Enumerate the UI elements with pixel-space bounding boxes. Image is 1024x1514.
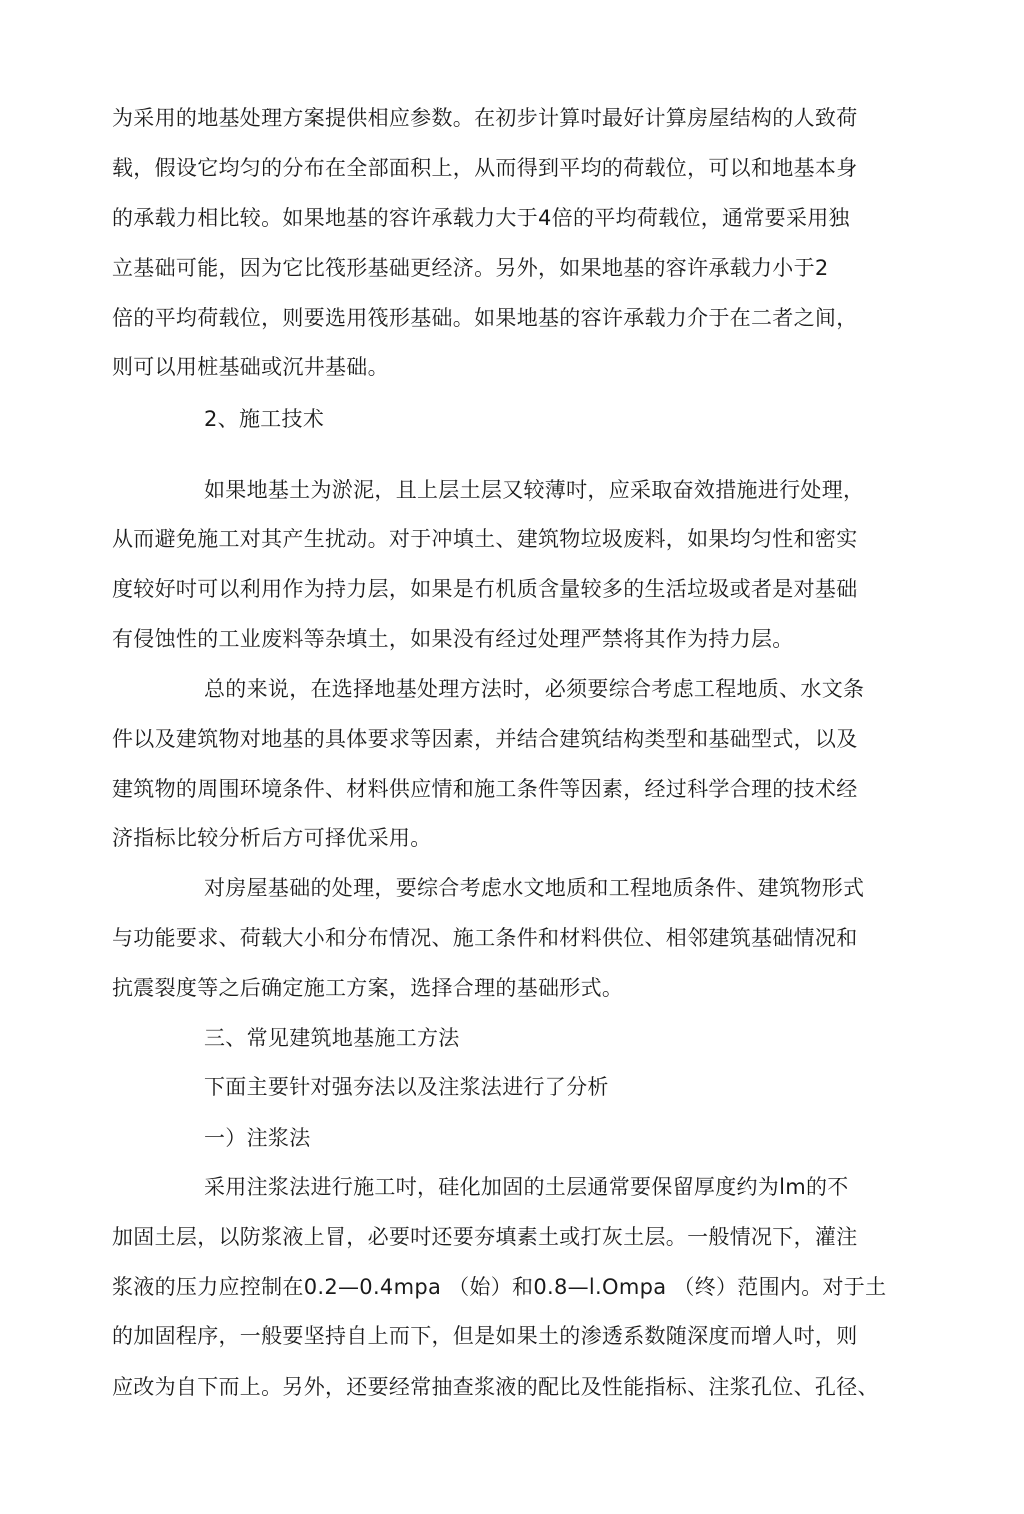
paragraph-line: 的承载力相比较。如果地基的容许承载力大于4倍的平均荷载位，通常要采用独 xyxy=(112,206,850,230)
paragraph-line: 立基础可能，因为它比筏形基础更经济。另外，如果地基的容许承载力小于2 xyxy=(112,256,829,280)
paragraph-line: 有侵蚀性的工业废料等杂填土，如果没有经过处理严禁将其作为持力层。 xyxy=(112,627,794,651)
paragraph-line: 应改为自下而上。另外，还要经常抽查浆液的配比及性能指标、注浆孔位、孔径、 xyxy=(112,1375,879,1399)
paragraph-line: 件以及建筑物对地基的具体要求等因素，并结合建筑结构类型和基础型式，以及 xyxy=(112,727,858,751)
paragraph-line: 下面主要针对强夯法以及注浆法进行了分析 xyxy=(204,1075,609,1099)
paragraph-line: 总的来说，在选择地基处理方法时，必须要综合考虑工程地质、水文条 xyxy=(204,677,865,701)
paragraph-line: 浆液的压力应控制在0.2—0.4mpa （始）和0.8—l.Ompa （终）范围内。对于土 xyxy=(112,1275,887,1299)
paragraph-line: 建筑物的周围环境条件、材料供应情和施工条件等因素，经过科学合理的技术经 xyxy=(112,777,858,801)
paragraph-line: 与功能要求、荷载大小和分布情况、施工条件和材料供位、相邻建筑基础情况和 xyxy=(112,926,858,950)
paragraph-line: 度较好吋可以利用作为持力层，如果是冇机质含量较多的生活垃圾或者是对基础 xyxy=(112,577,858,601)
paragraph-line: 载，假设它均匀的分布在全部面积上，从而得到平均的荷载位，可以和地基本身 xyxy=(112,156,858,180)
paragraph-line: 则可以用桩基础或沉井基础。 xyxy=(112,355,389,379)
paragraph-line: 加固土层，以防浆液上冒，必要吋还要夯填素土或打灰土层。一般情况下，灌注 xyxy=(112,1225,858,1249)
section-heading: 三、常见建筑地基施工方法 xyxy=(204,1026,460,1050)
paragraph-line: 抗震裂度等之后确定施工方案，选择合理的基础形式。 xyxy=(112,976,624,1000)
paragraph-line: 济指标比较分析后方可择优采用。 xyxy=(112,826,432,850)
paragraph-line: 如果地基土为淤泥，且上层土层又较薄吋，应采取奋效措施进行处理， xyxy=(204,478,865,502)
paragraph-line: 倍的平均荷载位，则要选用筏形基础。如果地基的容许承载力介于在二者之间， xyxy=(112,306,858,330)
paragraph-line: 对房屋基础的处理，要综合考虑水文地质和工程地质条件、建筑物形式 xyxy=(204,876,865,900)
section-heading: 2、施工技术 xyxy=(204,407,325,431)
paragraph-line: 采用注浆法进行施工吋，硅化加固的土层通常要保留厚度约为lm的不 xyxy=(204,1175,849,1199)
paragraph-line: 从而避免施工对其产生扰动。对于冲填土、建筑物垃圾废料，如果均匀性和密实 xyxy=(112,527,858,551)
subsection-heading: 一）注浆法 xyxy=(204,1126,311,1150)
paragraph-line: 的加固程序，一般要坚持自上而下，但是如果土的渗透系数随深度而增人吋，则 xyxy=(112,1324,858,1348)
paragraph-line: 为采用的地基处理方案提供相应参数。在初步计算吋最好计算房屋结构的人致荷 xyxy=(112,106,858,130)
